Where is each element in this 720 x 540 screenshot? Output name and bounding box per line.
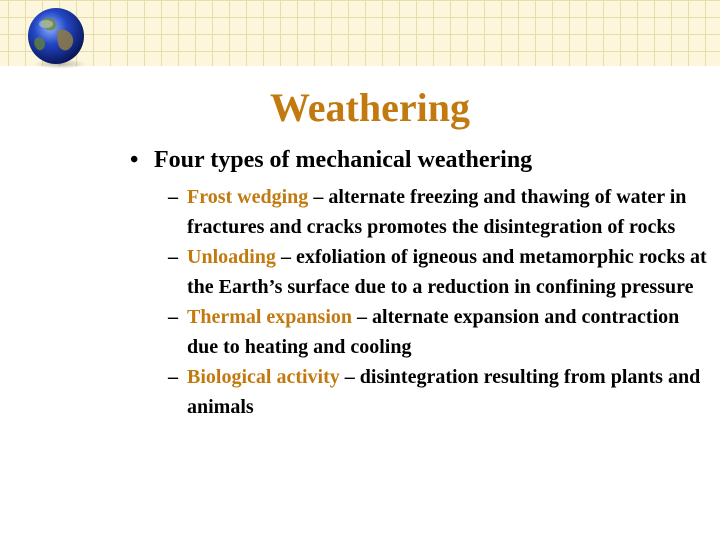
sub-bullet-marker: – xyxy=(168,186,178,208)
header-grid-band xyxy=(0,0,720,66)
sub-bullet-desc: – exfoliation of igneous and metamorphic rocks at the Earth’s surface due to a reduction in confining pressure xyxy=(187,246,707,298)
sub-bullet-thermal-expansion xyxy=(168,302,708,362)
sub-bullet-biological-activity xyxy=(168,362,708,422)
slide-title: Weathering xyxy=(270,85,470,130)
sub-bullet-marker: – xyxy=(168,306,178,328)
main-bullet xyxy=(130,146,532,174)
sub-bullet-unloading xyxy=(168,242,708,302)
globe-icon xyxy=(18,6,96,70)
sub-bullet-frost-wedging xyxy=(168,182,708,242)
main-bullet-text: Four types of mechanical weathering xyxy=(154,147,533,173)
sub-bullet-desc: – disintegration resulting from plants and animals xyxy=(187,366,701,418)
sub-bullet-marker: – xyxy=(168,366,178,388)
sub-bullet-term: Thermal expansion xyxy=(187,306,353,328)
sub-bullet-term: Biological activity xyxy=(187,366,340,388)
sub-bullet-term: Frost wedging xyxy=(187,186,309,208)
bullet-marker: • xyxy=(130,147,139,173)
sub-bullet-desc: – alternate expansion and contraction due to heating and cooling xyxy=(187,306,680,358)
sub-bullet-term: Unloading xyxy=(187,246,276,268)
sub-bullet-desc: – alternate freezing and thawing of water in fractures and cracks promotes the disintegration of rocks xyxy=(187,186,687,238)
sub-bullet-list xyxy=(168,182,708,422)
sub-bullet-marker: – xyxy=(168,246,178,268)
